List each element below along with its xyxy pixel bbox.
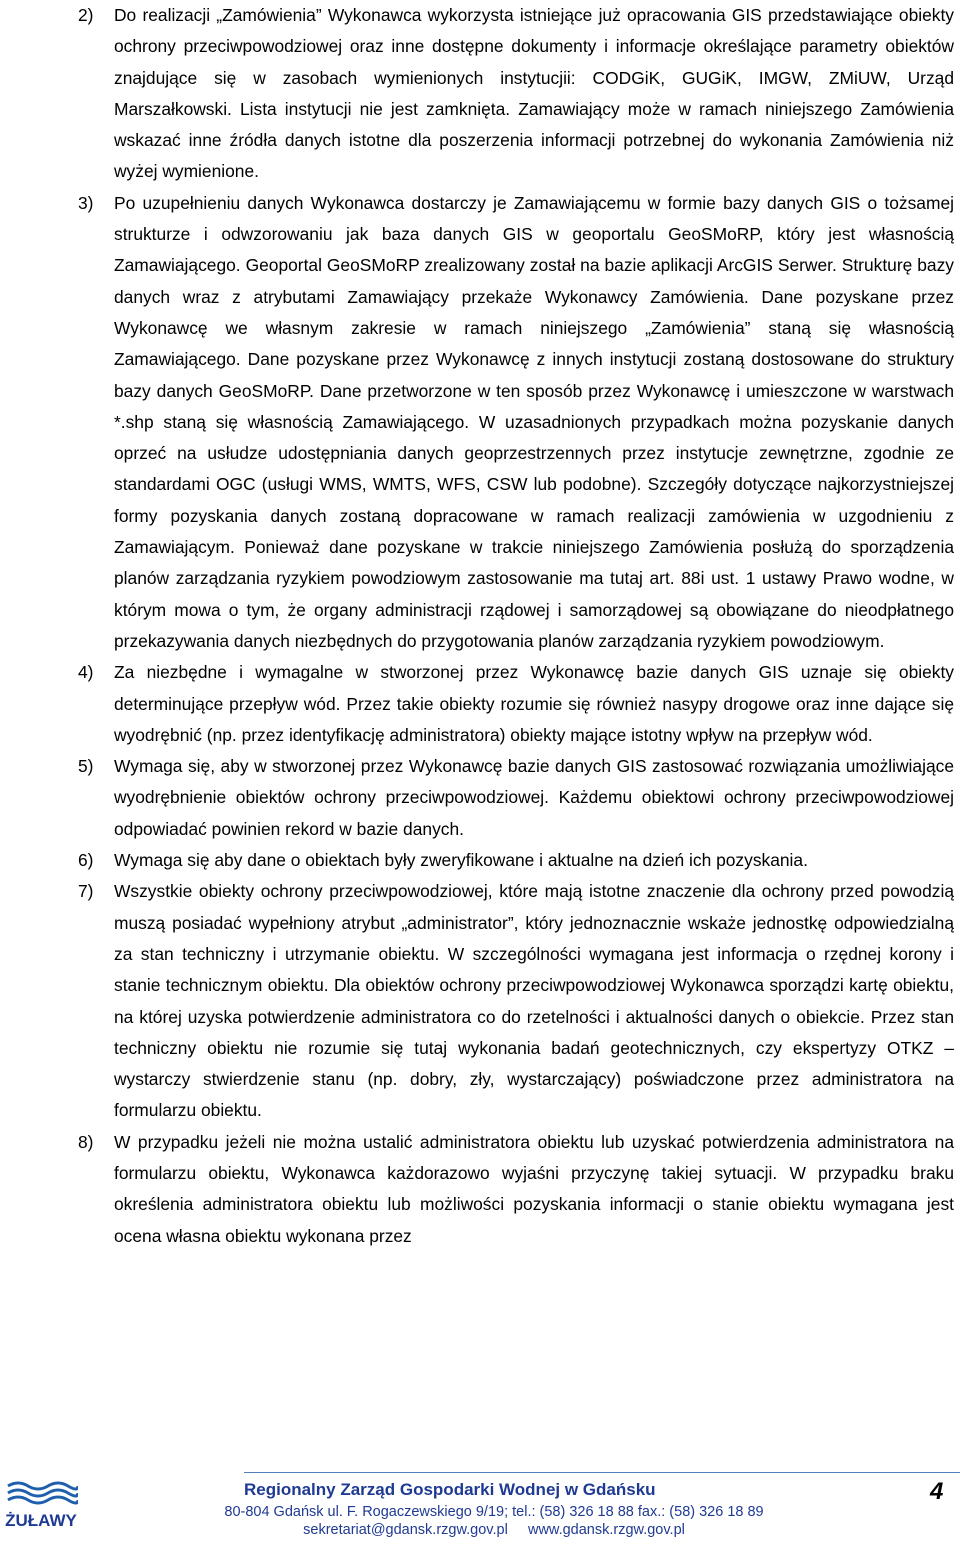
list-item-number: 7) — [78, 881, 94, 902]
list-item — [78, 0, 954, 188]
footer-address: 80-804 Gdańsk ul. F. Rogaczewskiego 9/19; tel.: (58) 326 18 88 fax.: (58) 326 18 89 — [224, 1504, 764, 1520]
list-item — [78, 845, 954, 876]
list-item-number: 8) — [78, 1131, 94, 1152]
list-item-number: 5) — [78, 756, 94, 777]
list-item-number: 4) — [78, 662, 94, 683]
document-body — [78, 0, 954, 1252]
list-item — [78, 1127, 954, 1252]
list-item-text: Wymaga się, aby w stworzonej przez Wykonawcę bazie danych GIS zastosować rozwiązania umożliwiające wyodrębnienie obiektów ochrony przeciwpowodziowej. Każdemu obiektowi ochrony przeciwpowodziowej odpowiadać powinien rekord w bazie danych. — [114, 756, 954, 839]
footer-divider — [244, 1472, 960, 1473]
footer-website-link[interactable]: www.gdansk.rzgw.gov.pl — [527, 1522, 685, 1538]
list-item-text: Do realizacji „Zamówienia” Wykonawca wykorzysta istniejące już opracowania GIS przedstawiające obiekty ochrony przeciwpowodziowej oraz inne dostępne dokumenty i informacje określające parametry obiektów znajdujące się w zasobach wymienionych instytucjii: CODGiK, GUGiK, IMGW, ZMiUW, Urząd Marszałkowski. Lista instytucji nie jest zamknięta. Zamawiający może w ramach niniejszego Zamówienia wskazać inne źródła danych istotne dla poszerzenia informacji potrzebnej do wykonania Zamówienia niż wyżej wymienione. — [114, 5, 954, 182]
list-item-text: Po uzupełnieniu danych Wykonawca dostarczy je Zamawiającemu w formie bazy danych GIS o tożsamej strukturze i odwzorowaniu jak baza danych GIS w geoportalu GeoSMoRP, który jest własnością Zamawiającego. Geoportal GeoSMoRP zrealizowany został na bazie aplikacji ArcGIS Serwer. Strukturę bazy danych wraz z atrybutami Zamawiający przekaże Wykonawcy Zamówienia. Dane pozyskane przez Wykonawcę we własnym zakresie w ramach niniejszego „Zamówienia” staną się własnością Zamawiającego. Dane pozyskane przez Wykonawcę z innych instytucji zostaną dostosowane do struktury bazy danych GeoSMoRP. Dane przetworzone w ten sposób przez Wykonawcę i umieszczone w warstwach *.shp staną się własnością Zamawiającego. W uzasadnionych przypadkach można pozyskanie danych oprzeć na usłudze udostępniania danych geoprzestrzennych przez instytucje zewnętrzne, zgodnie ze standardami OGC (usługi WMS, WMTS, WFS, CSW lub podobne). Szczegóły dotyczące najkorzystniejszej formy pozyskania danych zostaną dopracowane w ramach realizacji zamówienia w uzgodnieniu z Zamawiającym. Ponieważ dane pozyskane w trakcie niniejszego Zamówienia posłużą do sporządzenia planów zarządzania ryzykiem powodziowym zastosowanie ma tutaj art. 88i ust. 1 ustawy Prawo wodne, w którym mowa o tym, że organy administracji rządowej i samorządowej są obowiązane do nieodpłatnego przekazywania danych niezbędnych do przygotowania planów zarządzania ryzykiem powodziowym. — [114, 192, 954, 651]
footer-email-link[interactable]: sekretariat@gdansk.rzgw.gov.pl — [303, 1522, 508, 1538]
footer-contact — [174, 1522, 814, 1538]
list-item-text: Wszystkie obiekty ochrony przeciwpowodziowej, które mają istotne znaczenie dla ochrony przed powodzią muszą posiadać wypełniony atrybut „administrator”, który jednoznacznie wskaże jednostkę odpowiedzialną za stan techniczny i utrzymanie obiektu. W szczególności wymagana jest informacja o rzędnej korony i stanie technicznym obiektu. Dla obiektów ochrony przeciwpowodziowej Wykonawca sporządzi kartę obiektu, na której uzyska potwierdzenie administratora co do rzetelności i aktualności danych o obiekcie. Przez stan techniczny obiektu nie rozumie się tutaj wykonania badań geotechnicznych, czy ekspertyzy OTKZ – wystarczy stwierdzenie stanu (np. dobry, zły, wystarczający) poświadczone przez administratora na formularzu obiektu. — [114, 881, 954, 1121]
list-item-text: Wymaga się aby dane o obiektach były zweryfikowane i aktualne na dzień ich pozyskania. — [114, 850, 808, 871]
list-item-number: 6) — [78, 850, 94, 871]
footer-organization-title: Regionalny Zarząd Gospodarki Wodnej w Gdańsku — [244, 1480, 656, 1499]
page-footer — [0, 1466, 960, 1545]
list-item-number: 2) — [78, 5, 94, 25]
zulawy-logo-icon — [4, 1476, 78, 1532]
list-item — [78, 657, 954, 751]
list-item-number: 3) — [78, 192, 94, 213]
list-item — [78, 751, 954, 845]
list-item — [78, 188, 954, 657]
list-item-text: W przypadku jeżeli nie można ustalić administratora obiektu lub uzyskać potwierdzenia administratora na formularzu obiektu, Wykonawca każdorazowo wyjaśni przyczynę takiej sytuacji. W przypadku braku określenia administratora obiektu lub możliwości pozyskania informacji o stanie obiektu wymagana jest ocena własna obiektu wykonana przez — [114, 1131, 954, 1246]
list-item — [78, 876, 954, 1126]
page-number: 4 — [930, 1478, 944, 1505]
svg-text:ŻUŁAWY: ŻUŁAWY — [5, 1511, 77, 1530]
list-item-text: Za niezbędne i wymagalne w stworzonej przez Wykonawcę bazie danych GIS uznaje się obiekty determinujące przepływ wód. Przez takie obiekty rozumie się również nasypy drogowe oraz inne dające się wyodrębnić (np. przez identyfikację administratora) obiekty mające istotny wpływ na przepływ wód. — [114, 662, 954, 745]
